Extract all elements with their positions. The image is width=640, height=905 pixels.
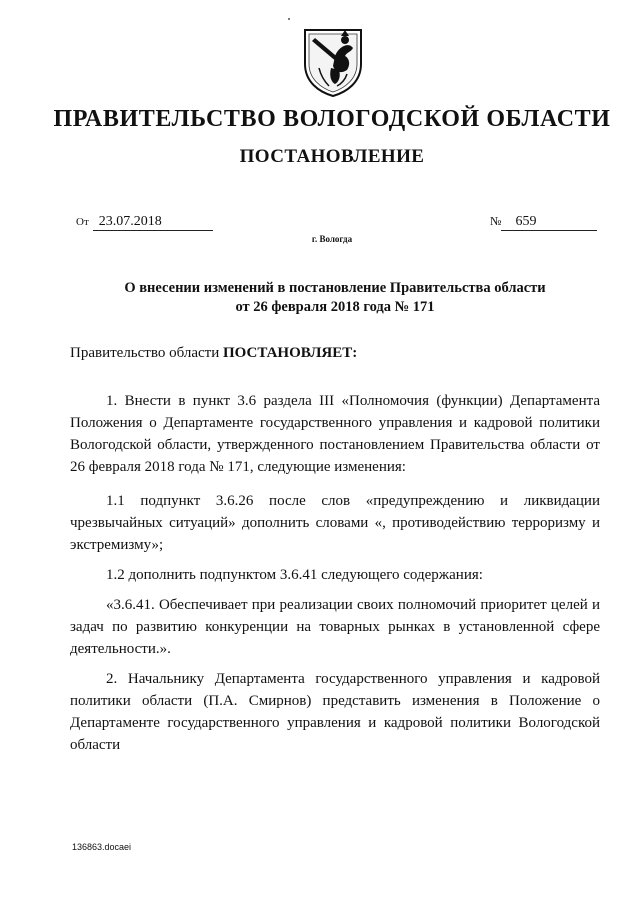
scan-dot xyxy=(288,18,290,20)
file-name-footer: 136863.docaei xyxy=(72,842,132,852)
paragraph-2: 2. Начальнику Департамента государственного управления и кадровой политики области (П.А. Смирнов) представить изменения в Положение о Департаменте государственного управления и кадровой политики Вологодской области xyxy=(70,671,600,753)
intro-line xyxy=(70,345,357,362)
intro-resolves: ПОСТАНОВЛЯЕТ: xyxy=(222,345,358,361)
paragraph-quote: «3.6.41. Обеспечивает при реализации своих полномочий приоритет целей и задач по развитию конкуренции на товарных рынках в установленной сфере деятельности.». xyxy=(70,597,600,657)
document-title xyxy=(70,279,600,317)
city-label: г. Вологда xyxy=(311,234,353,244)
number-field xyxy=(490,214,597,231)
document-body xyxy=(70,390,600,768)
date-value: 23.07.2018 xyxy=(93,214,213,231)
title-line-2: от 26 февраля 2018 года № 171 xyxy=(235,299,435,315)
document-type-heading: ПОСТАНОВЛЕНИЕ xyxy=(239,146,425,167)
number-label: № xyxy=(490,214,502,228)
date-label: От xyxy=(76,216,89,228)
coat-of-arms-emblem xyxy=(301,26,365,98)
intro-text: Правительство области xyxy=(70,345,223,361)
paragraph-1-2: 1.2 дополнить подпунктом 3.6.41 следующего содержания: xyxy=(106,567,483,583)
organization-heading: ПРАВИТЕЛЬСТВО ВОЛОГОДСКОЙ ОБЛАСТИ xyxy=(53,106,611,132)
paragraph-1-1: 1.1 подпункт 3.6.26 после слов «предупреждению и ликвидации чрезвычайных ситуаций» дополнить словами «, противодействию терроризму и экстремизму»; xyxy=(70,493,600,553)
date-field xyxy=(76,214,213,231)
title-line-1: О внесении изменений в постановление Правительства области xyxy=(124,280,546,296)
paragraph-1: 1. Внести в пункт 3.6 раздела III «Полномочия (функции) Департамента Положения о Департаменте государственного управления и кадровой политики Вологодской области, утвержденного постановлением Правительства области от 26 февраля 2018 года № 171, следующие изменения: xyxy=(70,393,600,475)
number-value: 659 xyxy=(501,214,597,231)
